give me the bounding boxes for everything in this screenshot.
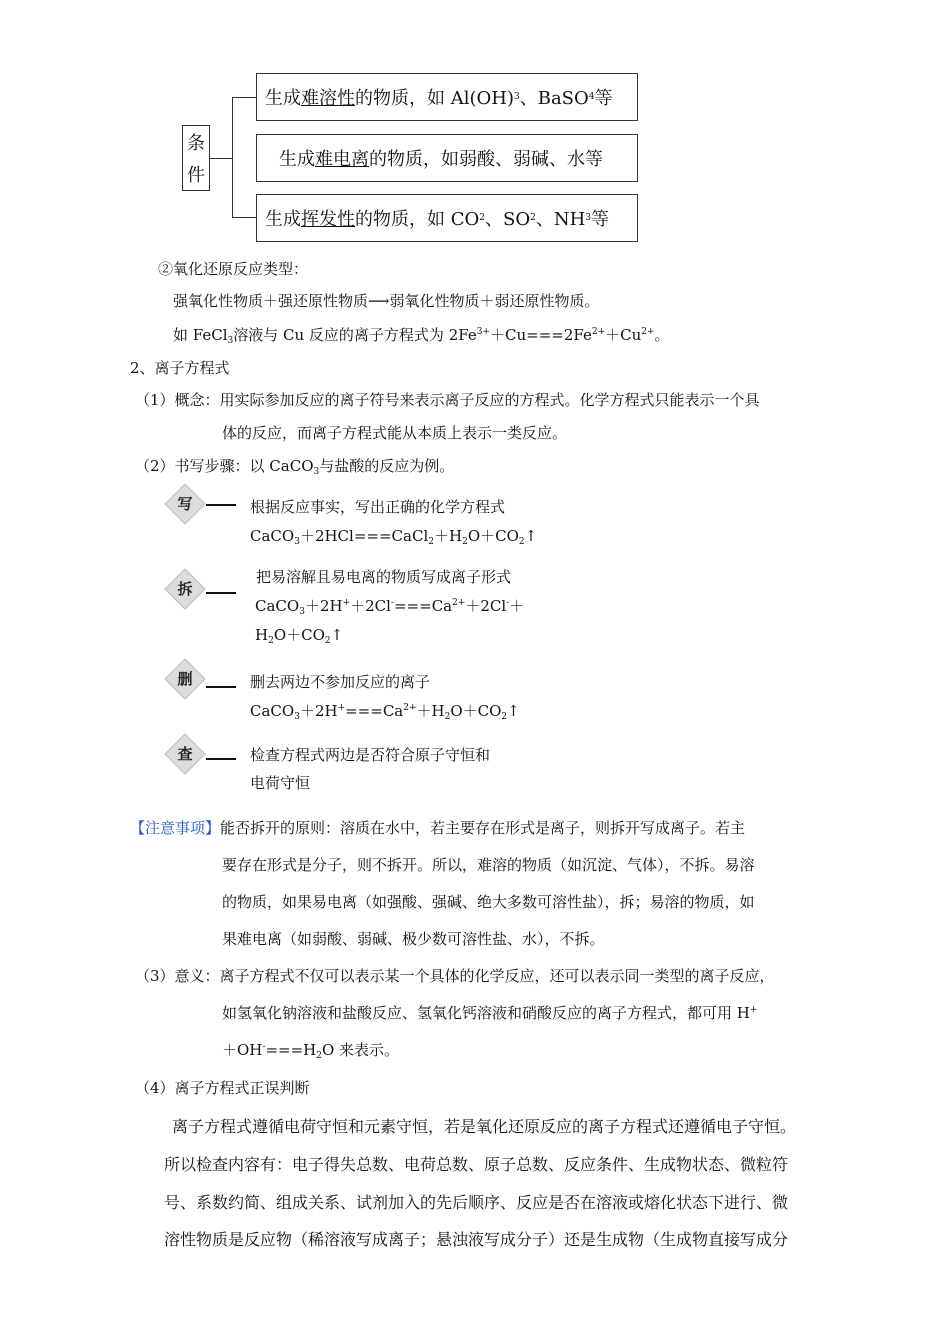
eq-c1-6: ===Ca (393, 597, 453, 615)
eq-c1-8: ＋2Cl (465, 597, 507, 615)
steps-title-a: （2）书写步骤：以 CaCO (135, 457, 314, 475)
eq-d-0: CaCO (250, 702, 295, 720)
redox-example-sub: 3 (227, 336, 234, 346)
equation-write (250, 525, 537, 547)
step-badge-check-label: 查 (177, 745, 193, 763)
eq-d-10: ↑ (507, 702, 520, 720)
box3-mid: 、SO (485, 209, 531, 230)
box3-sub1: 2 (479, 213, 485, 223)
eq-w-6: O＋CO (467, 527, 519, 545)
meaning-line3-b: ===H (265, 1041, 317, 1059)
step-badge-split (163, 567, 207, 611)
box1-keyword: 难溶性 (301, 88, 355, 109)
box3-keyword: 挥发性 (301, 209, 355, 230)
meaning-line3-sub: 2 (316, 1051, 322, 1061)
steps-title (135, 455, 454, 477)
eq-c1-2: ＋2H (304, 597, 343, 615)
step-dash-split (206, 592, 236, 594)
redox-rule: 强氧化性物质＋强还原性物质⟶弱氧化性物质＋弱还原性物质。 (173, 292, 600, 310)
eq-c1-4: ＋2Cl (350, 597, 391, 615)
condition-char-2: 件 (187, 165, 205, 186)
eq-w-8: ↑ (524, 527, 538, 545)
judge-line1: 离子方程式遵循电荷守恒和元素守恒，若是氧化还原反应的离子方程式还遵循电子守恒。 (172, 1117, 797, 1136)
eq-c2-2: O＋CO (273, 626, 325, 644)
note-line1 (130, 817, 745, 838)
step-badge-delete-label: 删 (177, 670, 193, 688)
eq-d-9: 2 (501, 712, 508, 722)
meaning-line3-sup: - (262, 1042, 266, 1052)
redox-example-f: ＋Cu (605, 326, 642, 344)
box2-pre: 生成 (279, 149, 315, 170)
step-text-check: 检查方程式两边是否符合原子守恒和 (250, 746, 491, 764)
equation-split-line2 (255, 624, 343, 646)
meaning-line3 (222, 1039, 399, 1061)
eq-w-4: ＋H (433, 527, 463, 545)
eq-c1-0: CaCO (255, 597, 300, 615)
step-badge-check (163, 732, 207, 776)
eq-w-1: 3 (294, 537, 300, 547)
condition-box-insoluble (256, 73, 638, 121)
steps-title-b: 与盐酸的反应为例。 (319, 457, 455, 475)
meaning-line3-d: O 来表示。 (321, 1041, 400, 1059)
box1-sub2: 4 (588, 92, 595, 102)
eq-d-8: O＋CO (450, 702, 502, 720)
steps-title-sub: 3 (313, 467, 320, 477)
step-dash-check (206, 758, 236, 760)
eq-d-1: 3 (294, 712, 300, 722)
redox-example-sup3: 2+ (641, 327, 655, 337)
box3-mid2: 、NH (535, 209, 586, 230)
box3-post: 的物质，如 CO (355, 209, 480, 230)
step-dash-delete (206, 686, 236, 688)
step-text-write: 根据反应事实，写出正确的化学方程式 (250, 498, 506, 516)
eq-c1-3: + (342, 598, 351, 608)
eq-d-7: 2 (444, 712, 451, 722)
connector-horizontal (210, 158, 232, 159)
bracket-vertical (232, 97, 233, 217)
eq-c1-1: 3 (299, 607, 305, 617)
step-badge-delete (163, 657, 207, 701)
eq-c1-5: - (390, 598, 394, 608)
note-line4: 果难电离（如弱酸、弱碱、极少数可溶性盐、水），不拆。 (222, 930, 605, 948)
judge-line3: 号、系数约简、组成关系、试剂加入的先后顺序、反应是否在溶液或熔化状态下进行、微 (164, 1193, 789, 1212)
eq-c1-9: - (506, 598, 510, 608)
note-text-1: 能否拆开的原则：溶质在水中，若主要存在形式是离子，则拆开写成离子。若主 (220, 819, 746, 837)
eq-w-5: 2 (462, 537, 468, 547)
box2-keyword: 难电离 (315, 149, 369, 170)
note-line2: 要存在形式是分子，则不拆开。所以，难溶的物质（如沉淀、气体），不拆。易溶 (222, 856, 755, 874)
eq-c2-0: H (255, 626, 269, 644)
redox-title: ②氧化还原反应类型： (158, 260, 309, 278)
condition-label-box (182, 125, 210, 191)
meaning-line2-text: 如氢氧化钠溶液和盐酸反应、氢氧化钙溶液和硝酸反应的离子方程式，都可用 H (222, 1004, 750, 1022)
meaning-line1: （3）意义：离子方程式不仅可以表示某一个具体的化学反应，还可以表示同一类型的离子反应， (135, 967, 775, 985)
step-badge-write-label: 写 (177, 495, 193, 513)
judge-line2: 所以检查内容有：电子得失总数、电荷总数、原子总数、反应条件、生成物状态、微粒符 (164, 1155, 789, 1174)
box1-post: 的物质，如 Al(OH) (355, 88, 514, 109)
box1-pre: 生成 (265, 88, 301, 109)
step-badge-split-label: 拆 (177, 580, 193, 598)
eq-c2-3: 2 (324, 636, 331, 646)
condition-char-1: 条 (187, 133, 205, 154)
box2-post: 的物质，如弱酸、弱碱、水等 (369, 149, 603, 170)
equation-delete (250, 700, 520, 722)
eq-c1-7: 2+ (452, 598, 466, 608)
bracket-top-arm (232, 97, 256, 98)
concept-line2: 体的反应，而离子方程式能从本质上表示一类反应。 (222, 424, 568, 442)
note-tag: 【注意事项】 (130, 819, 221, 837)
equation-split-line1 (255, 595, 524, 617)
box3-sub3: 3 (585, 213, 592, 223)
box3-pre: 生成 (265, 209, 301, 230)
step-text-split: 把易溶解且易电离的物质写成离子形式 (256, 568, 512, 586)
concept-line1: （1）概念：用实际参加反应的离子符号来表示离子反应的方程式。化学方程式只能表示一个具 (135, 391, 760, 409)
eq-d-5: 2+ (403, 703, 417, 713)
redox-example-sup1: 3+ (476, 327, 490, 337)
eq-w-0: CaCO (250, 527, 295, 545)
eq-c1-10: ＋ (509, 597, 525, 615)
note-line3: 的物质，如果易电离（如强酸、强碱、绝大多数可溶性盐），拆；易溶的物质，如 (222, 893, 755, 911)
redox-example-b: 溶液与 Cu 反应的离子方程式为 2Fe (233, 326, 477, 344)
condition-box-volatile (256, 194, 638, 242)
eq-c2-4: ↑ (330, 626, 344, 644)
eq-w-3: 2 (428, 537, 434, 547)
judge-line4: 溶性物质是反应物（稀溶液写成离子；悬浊液写成分子）还是生成物（生成物直接写成分 (164, 1230, 789, 1249)
box1-mid: 、BaSO (519, 88, 589, 109)
eq-w-2: ＋2HCl===CaCl (299, 527, 429, 545)
redox-example-d: ＋Cu===2Fe (489, 326, 592, 344)
meaning-line2-sup: + (749, 1005, 758, 1015)
step-text-check-2: 电荷守恒 (250, 774, 311, 792)
eq-d-4: ===Ca (345, 702, 404, 720)
meaning-line2 (222, 1002, 757, 1023)
step-text-delete: 删去两边不参加反应的离子 (250, 673, 431, 691)
redox-example (173, 324, 670, 346)
redox-example-a: 如 FeCl (173, 326, 228, 344)
judge-title: （4）离子方程式正误判断 (135, 1079, 310, 1097)
eq-c2-1: 2 (268, 636, 274, 646)
step-dash-write (206, 504, 236, 506)
meaning-line3-a: ＋OH (222, 1041, 263, 1059)
eq-d-6: ＋H (416, 702, 445, 720)
step-badge-write (163, 482, 207, 526)
condition-box-weak-electrolyte (256, 134, 638, 182)
box3-sub2: 2 (530, 213, 536, 223)
box1-end: 等 (594, 88, 613, 109)
eq-w-7: 2 (518, 537, 525, 547)
redox-example-sup2: 2+ (591, 327, 606, 337)
bracket-bottom-arm (232, 217, 256, 218)
box3-end: 等 (591, 209, 610, 230)
section2-title: 2、离子方程式 (130, 359, 230, 377)
eq-d-3: + (337, 703, 346, 713)
box1-sub1: 3 (513, 92, 520, 102)
redox-example-end: 。 (654, 326, 670, 344)
eq-d-2: ＋2H (299, 702, 338, 720)
